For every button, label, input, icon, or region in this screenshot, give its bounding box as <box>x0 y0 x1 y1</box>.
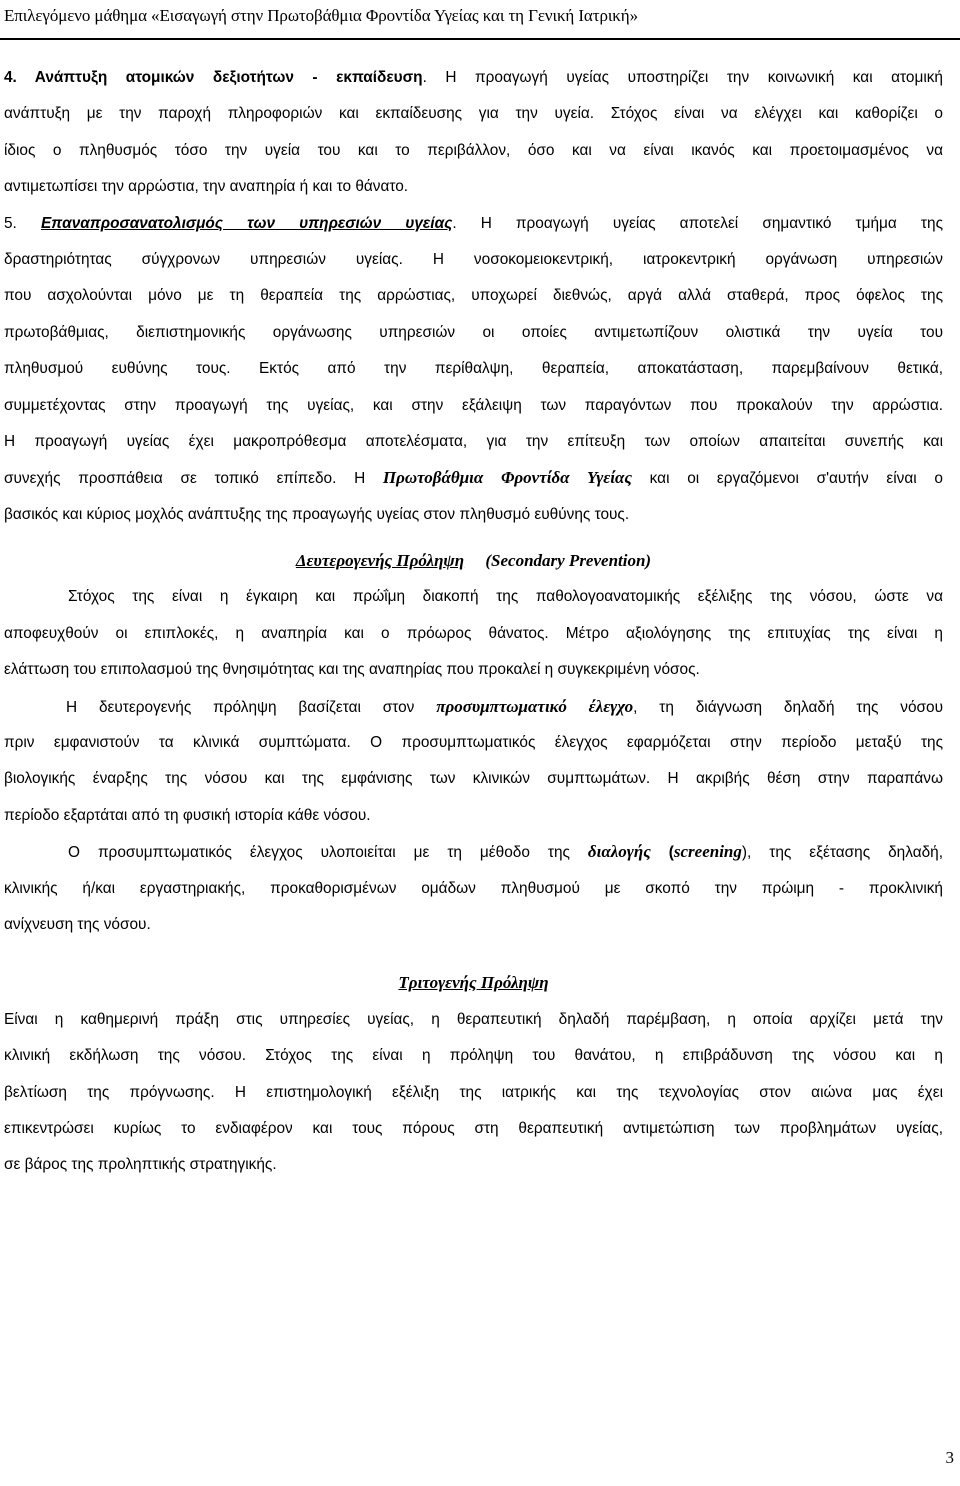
paragraph-line: αποφευχθούν οι επιπλοκές, η αναπηρία και ο πρόωρος θάνατος. Μέτρο αξιολόγησης της επιτυχίας της είναι η <box>4 624 943 642</box>
paragraph-line: κλινική εκδήλωση της νόσου. Στόχος της είναι η πρόληψη του θανάτου, η επιβράδυνση της νόσου και η <box>4 1047 943 1065</box>
paragraph-line: σε βάρος της προληπτικής στρατηγικής. <box>4 1156 277 1174</box>
paragraph-line: αντιμετωπίσει την αρρώστια, την αναπηρία ή και το θάνατο. <box>4 178 409 196</box>
section-title-secondary <box>4 543 943 579</box>
document-body <box>4 60 943 1184</box>
paragraph-line: που ασχολούνται μόνο με τη θεραπεία της αρρώστιας, υποχωρεί διεθνώς, αργά αλλά σταθερά, προς όφελος της <box>4 287 943 305</box>
paragraph-line: ίδιος ο πληθυσμός τόσο την υγεία του και το περιβάλλον, όσο και να είναι ικανός και προετοιμασμένος να <box>4 141 943 159</box>
paragraph-line: 4. Ανάπτυξη ατομικών δεξιοτήτων - εκπαίδευση. Η προαγωγή υγείας υποστηρίζει την κοινωνική και ατομική <box>4 69 943 86</box>
paragraph-line: βασικός και κύριος μοχλός ανάπτυξης της προαγωγής υγείας στον πληθυσμό ευθύνης τους. <box>4 505 630 523</box>
tertiary-title: Τριτογενής Πρόληψη <box>398 973 549 993</box>
section-title-tertiary <box>4 965 943 1001</box>
paragraph-line: επικεντρώσει κυρίως το ενδιαφέρον και τους πόρους στη θεραπευτική αντιμετώπιση των προβλημάτων υγείας, <box>4 1119 943 1137</box>
paragraph-line: ελάττωση του επιπολασμού της θνησιμότητας και της αναπηρίας που προκαλεί η συγκεκριμένη νόσος. <box>4 661 700 679</box>
paragraph-line: βελτίωση της πρόγνωσης. Η επιστημολογική εξέλιξη της ιατρικής και της τεχνολογίας στον αιώνα μας έχει <box>4 1083 943 1101</box>
paragraph-line: συμμετέχοντας στην προαγωγή της υγείας, και στην εξάλειψη των παραγόντων που προκαλούν την αρρώστια. <box>4 396 943 414</box>
paragraph-line: περίοδο εξαρτάται από τη φυσική ιστορία κάθε νόσου. <box>4 806 371 824</box>
item4-heading: 4. Ανάπτυξη ατομικών δεξιοτήτων - εκπαίδευση <box>4 69 423 86</box>
page-header <box>0 0 960 40</box>
paragraph-line: βιολογικής έναρξης της νόσου και της εμφάνισης των κλινικών συμπτωμάτων. Η ακριβής θέση στην παραπάνω <box>4 770 943 788</box>
secondary-title-english: (Secondary Prevention) <box>485 551 652 571</box>
paragraph-line: Η δευτερογενής πρόληψη βασίζεται στον προσυμπτωματικό έλεγχο, τη διάγνωση δηλαδή της νόσου <box>66 696 943 716</box>
paragraph-line: Ο προσυμπτωματικός έλεγχος υλοποιείται με τη μέθοδο της διαλογής (screening), της εξέτασης δηλαδή, <box>68 842 943 862</box>
paragraph-line: ανάπτυξη με την παροχή πληροφοριών και εκπαίδευσης για την υγεία. Στόχος είναι να ελέγχει και καθορίζει ο <box>4 105 943 123</box>
item5-heading: Επαναπροσανατολισμός των υπηρεσιών υγείας <box>40 214 453 232</box>
paragraph-line: Η προαγωγή υγείας έχει μακροπρόθεσμα αποτελέσματα, για την επίτευξη των οποίων απαιτείται συνεπής και <box>4 432 943 450</box>
paragraph-line: Στόχος της είναι η έγκαιρη και πρώΐμη διακοπή της παθολογοανατομικής εξέλιξης της νόσου, ώστε να <box>68 588 943 606</box>
paragraph-line: συνεχής προσπάθεια σε τοπικό επίπεδο. Η Πρωτοβάθμια Φροντίδα Υγείας και οι εργαζόμενοι σ'αυτήν είναι ο <box>4 468 943 488</box>
paragraph-line: κλινικής ή/και εργαστηριακής, προκαθορισμένων ομάδων πληθυσμού με σκοπό την πρώιμη - προκλινική <box>4 879 943 897</box>
paragraph-line: ανίχνευση της νόσου. <box>4 915 151 933</box>
phc-emphasis: Πρωτοβάθμια Φροντίδα Υγείας <box>382 468 632 488</box>
paragraph-line: πληθυσμού ευθύνης τους. Εκτός από την περίθαλψη, θεραπεία, αποκατάσταση, παρεμβαίνουν θετικά, <box>4 360 943 378</box>
prescreening-emphasis: προσυμπτωματικό έλεγχο <box>436 696 634 716</box>
paragraph-line: δραστηριότητας σύγχρονων υπηρεσιών υγείας. Η νοσοκομειοκεντρική, ιατροκεντρική οργάνωση υπηρεσιών <box>4 250 943 268</box>
screening-greek-emphasis: διαλογής <box>587 842 651 862</box>
paragraph-line: πριν εμφανιστούν τα κλινικά συμπτώματα. Ο προσυμπτωματικός έλεγχος εφαρμόζεται στην περίοδο μεταξύ της <box>4 734 943 752</box>
header-title: Επιλεγόμενο μάθημα «Εισαγωγή στην Πρωτοβάθμια Φροντίδα Υγείας και τη Γενική Ιατρική» <box>4 6 638 25</box>
secondary-title-greek: Δευτερογενής Πρόληψη <box>295 551 465 571</box>
paragraph-line: Είναι η καθημερινή πράξη στις υπηρεσίες υγείας, η θεραπευτική δηλαδή παρέμβαση, η οποία αρχίζει μετά την <box>4 1010 943 1028</box>
page-number: 3 <box>945 1448 954 1467</box>
screening-english-emphasis: screening <box>673 842 742 862</box>
paragraph-line: πρωτοβάθμιας, διεπιστημονικής οργάνωσης υπηρεσιών οι οποίες αντιμετωπίζουν ολιστικά την υγεία του <box>4 323 943 341</box>
paragraph-line: 5. Επαναπροσανατολισμός των υπηρεσιών υγείας. Η προαγωγή υγείας αποτελεί σημαντικό τμήμα της <box>4 214 943 232</box>
